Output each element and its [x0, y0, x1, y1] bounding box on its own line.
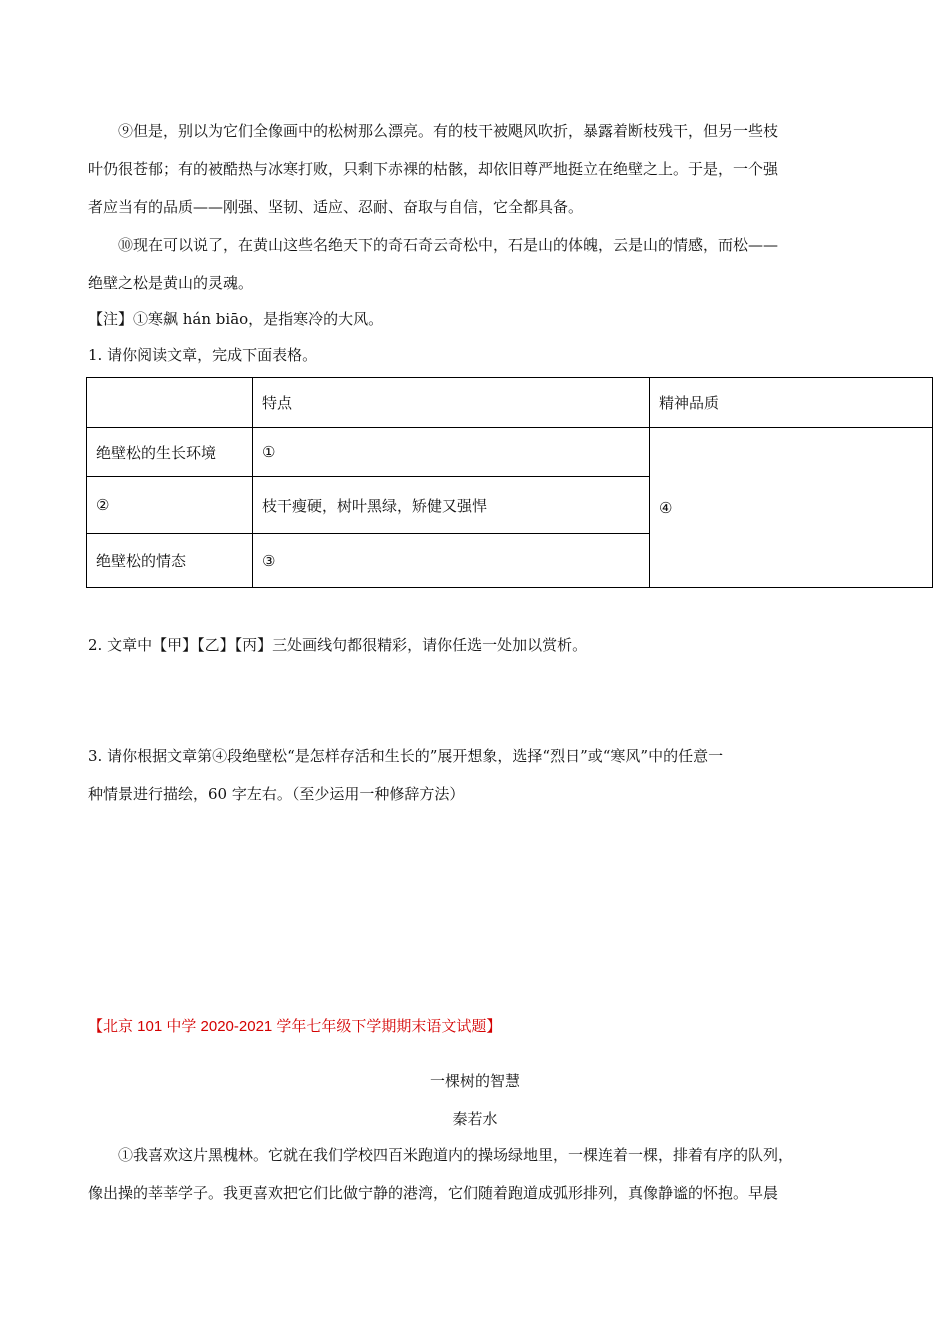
table-header-cell: 特点 [253, 378, 650, 428]
question-3-line-2: 种情景进行描绘，60 字左右。（至少运用一种修辞方法） [88, 785, 465, 803]
question-2: 2. 文章中【甲】【乙】【丙】三处画线句都很精彩，请你任选一处加以赏析。 [88, 636, 588, 654]
table-header-row [87, 378, 933, 428]
article-paragraph-1-line-2: 像出操的莘莘学子。我更喜欢把它们比做宁静的港湾，它们随着跑道成弧形排列，真像静谧的怀抱。早晨 [88, 1184, 779, 1202]
paragraph-10-line-1: ⑩现在可以说了，在黄山这些名绝天下的奇石奇云奇松中，石是山的体魄，云是山的情感，而松—— [118, 236, 779, 254]
row-label-cell: 绝壁松的生长环境 [87, 428, 253, 477]
table-header-cell: 精神品质 [650, 378, 933, 428]
article-paragraph-1-line-1: ①我喜欢这片黑槐林。它就在我们学校四百米跑道内的操场绿地里，一棵连着一棵，排着有序的队列， [118, 1146, 794, 1164]
article-author: 秦若水 [452, 1110, 498, 1128]
question-1: 1. 请你阅读文章，完成下面表格。 [88, 346, 318, 364]
footnote: 【注】①寒飙 hán biāo，是指寒冷的大风。 [88, 310, 384, 328]
question-3-line-1: 3. 请你根据文章第④段绝壁松“是怎样存活和生长的”展开想象，选择“烈日”或“寒风”中的任意一 [88, 747, 724, 765]
answer-table [86, 377, 933, 588]
article-title: 一棵树的智慧 [429, 1072, 520, 1090]
row-label-cell: 绝壁松的情态 [87, 534, 253, 588]
feature-cell: ③ [253, 534, 650, 588]
source-heading: 【北京 101 中学 2020-2021 学年七年级下学期期末语文试题】 [88, 1018, 502, 1035]
paragraph-10-line-2: 绝壁之松是黄山的灵魂。 [88, 274, 254, 292]
table-header-cell [87, 378, 253, 428]
paragraph-9-line-1: ⑨但是，别以为它们全像画中的松树那么漂亮。有的枝干被飓风吹折，暴露着断枝残干，但另一些枝 [118, 122, 779, 140]
feature-cell: ① [253, 428, 650, 477]
row-label-cell: ② [87, 477, 253, 534]
table-row [87, 428, 933, 477]
paragraph-9-line-3: 者应当有的品质——刚强、坚韧、适应、忍耐、奋取与自信，它全都具备。 [88, 198, 584, 216]
feature-cell: 枝干瘦硬，树叶黑绿，矫健又强悍 [253, 477, 650, 534]
quality-cell: ④ [650, 428, 933, 588]
paragraph-9-line-2: 叶仍很苍郁；有的被酷热与冰寒打败，只剩下赤裸的枯骸，却依旧尊严地挺立在绝壁之上。于是，一个强 [88, 160, 779, 178]
